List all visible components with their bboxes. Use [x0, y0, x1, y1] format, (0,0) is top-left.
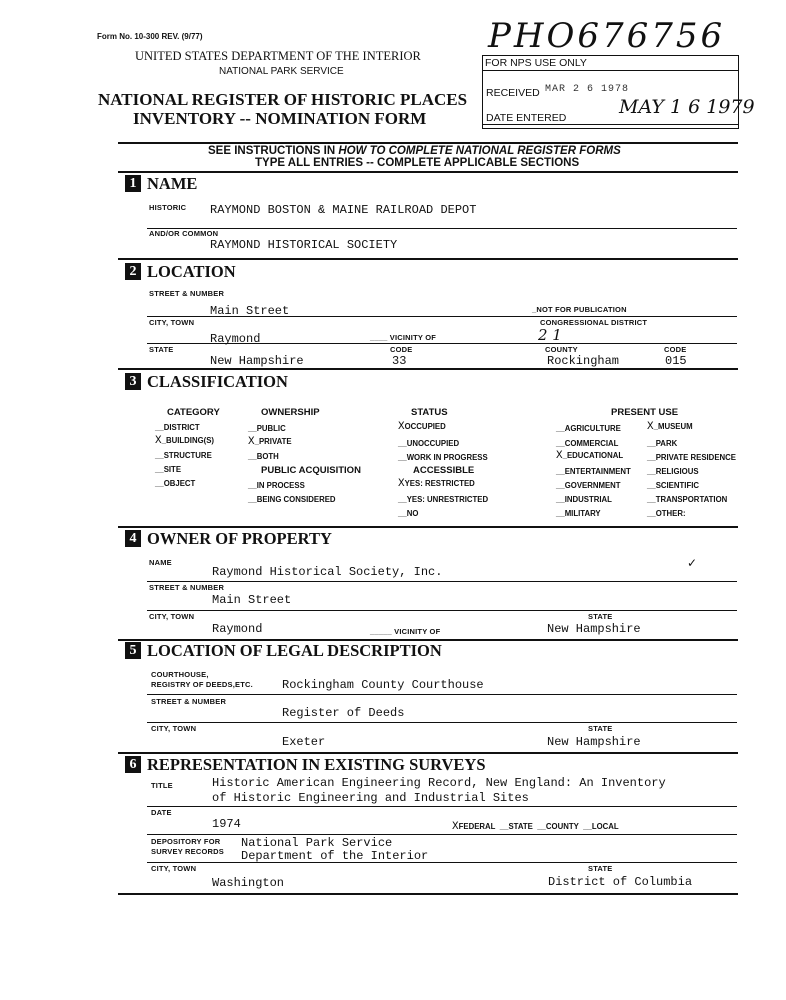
accessible-no[interactable]: __NO [398, 509, 419, 518]
owner-city-value: Raymond [212, 622, 263, 636]
legal-state-value: New Hampshire [547, 735, 641, 749]
courthouse-label-2: REGISTRY OF DEEDS,ETC. [151, 680, 253, 689]
historic-label: HISTORIC [149, 203, 187, 212]
status-occupied[interactable]: XOCCUPIED [398, 421, 446, 433]
use-scientific[interactable]: __SCIENTIFIC [647, 481, 700, 490]
use-museum[interactable]: X_MUSEUM [647, 421, 693, 433]
ownership-both[interactable]: __BOTH [248, 452, 279, 461]
use-agriculture[interactable]: __AGRICULTURE [556, 424, 621, 433]
use-other[interactable]: __OTHER: [647, 509, 686, 518]
use-industrial[interactable]: __INDUSTRIAL [556, 495, 612, 504]
state-code-value: 33 [392, 354, 407, 368]
section-3-number: 3 [125, 373, 141, 390]
use-commercial[interactable]: __COMMERCIAL [556, 439, 619, 448]
city-value: Raymond [210, 332, 261, 346]
owner-state-label: STATE [588, 612, 613, 621]
vicinity-label: ____ VICINITY OF [370, 333, 437, 342]
acquisition-in-process[interactable]: __IN PROCESS [248, 481, 305, 490]
street-label: STREET & NUMBER [149, 289, 225, 298]
courthouse-value: Rockingham County Courthouse [282, 678, 484, 692]
depository-label-2: SURVEY RECORDS [151, 847, 224, 856]
use-transportation[interactable]: __TRANSPORTATION [647, 495, 728, 504]
check-mark: ✓ [687, 556, 698, 570]
owner-city-label: CITY, TOWN [149, 612, 195, 621]
street-value: Main Street [210, 304, 290, 318]
survey-level-options[interactable]: XFEDERAL __STATE __COUNTY __LOCAL [452, 821, 619, 833]
survey-date-value: 1974 [212, 817, 241, 831]
reference-number: PHO676756 [488, 16, 726, 56]
legal-street-value: Register of Deeds [282, 706, 405, 720]
section-1-number: 1 [125, 175, 141, 192]
depository-state-value: District of Columbia [548, 875, 693, 889]
depository-city-value: Washington [212, 876, 285, 890]
form-number: Form No. 10-300 REV. (9/77) [97, 32, 203, 41]
section-5-number: 5 [125, 642, 141, 659]
legal-city-value: Exeter [282, 735, 326, 749]
depository-line1: National Park Service [241, 836, 393, 850]
accessible-heading: ACCESSIBLE [413, 465, 475, 476]
use-private-residence[interactable]: __PRIVATE RESIDENCE [647, 453, 736, 462]
survey-title-line1: Historic American Engineering Record, New England: An Inventory [212, 776, 666, 790]
category-site[interactable]: __SITE [155, 465, 182, 474]
category-buildings[interactable]: X_BUILDING(S) [155, 435, 215, 447]
depository-state-label: STATE [588, 864, 613, 873]
not-for-publication: _NOT FOR PUBLICATION [532, 305, 627, 314]
owner-vicinity-label: _____ VICINITY OF [370, 627, 441, 636]
depository-label-1: DEPOSITORY FOR [151, 837, 221, 846]
present-use-heading: PRESENT USE [611, 407, 679, 418]
use-religious[interactable]: __RELIGIOUS [647, 467, 699, 476]
form-title-line1: NATIONAL REGISTER OF HISTORIC PLACES [98, 90, 468, 109]
county-value: Rockingham [547, 354, 620, 368]
category-heading: CATEGORY [167, 407, 220, 418]
county-code-label: CODE [664, 345, 687, 354]
date-entered-stamp: MAY 1 6 1979 [619, 96, 755, 118]
section-4-title: OWNER OF PROPERTY [147, 529, 332, 548]
category-object[interactable]: __OBJECT [155, 479, 196, 488]
courthouse-label-1: COURTHOUSE, [151, 670, 209, 679]
form-title-line2: INVENTORY -- NOMINATION FORM [133, 109, 427, 128]
use-government[interactable]: __GOVERNMENT [556, 481, 621, 490]
owner-street-value: Main Street [212, 593, 292, 607]
survey-date-label: DATE [151, 808, 172, 817]
section-5-title: LOCATION OF LEGAL DESCRIPTION [147, 641, 442, 660]
category-district[interactable]: __DISTRICT [155, 423, 200, 432]
city-label: CITY, TOWN [149, 318, 195, 327]
accessible-unrestricted[interactable]: __YES: UNRESTRICTED [398, 495, 489, 504]
state-label: STATE [149, 345, 174, 354]
legal-state-label: STATE [588, 724, 613, 733]
ownership-public[interactable]: __PUBLIC [248, 424, 286, 433]
department-name: UNITED STATES DEPARTMENT OF THE INTERIOR [135, 49, 421, 63]
section-4-number: 4 [125, 530, 141, 547]
category-structure[interactable]: __STRUCTURE [155, 451, 212, 460]
status-heading: STATUS [411, 407, 448, 418]
section-2-number: 2 [125, 263, 141, 280]
state-value: New Hampshire [210, 354, 304, 368]
accessible-restricted[interactable]: XYES: RESTRICTED [398, 478, 475, 490]
owner-name-label: NAME [149, 558, 172, 567]
use-educational[interactable]: X_EDUCATIONAL [556, 450, 624, 462]
instructions-line1: SEE INSTRUCTIONS IN HOW TO COMPLETE NATIONAL REGISTER FORMS [208, 145, 621, 157]
section-6-title: REPRESENTATION IN EXISTING SURVEYS [147, 755, 486, 774]
section-6-number: 6 [125, 756, 141, 773]
received-label: RECEIVED [486, 87, 540, 99]
received-stamp: MAR 2 6 1978 [545, 84, 630, 95]
depository-line2: Department of the Interior [241, 849, 429, 863]
nps-header: FOR NPS USE ONLY [485, 57, 587, 69]
status-work-in-progress[interactable]: __WORK IN PROGRESS [398, 453, 488, 462]
depository-city-label: CITY, TOWN [151, 864, 197, 873]
date-entered-label: DATE ENTERED [486, 112, 567, 124]
ownership-private[interactable]: X_PRIVATE [248, 436, 292, 448]
use-park[interactable]: __PARK [647, 439, 678, 448]
service-name: NATIONAL PARK SERVICE [219, 66, 344, 77]
legal-street-label: STREET & NUMBER [151, 697, 227, 706]
common-name-value: RAYMOND HISTORICAL SOCIETY [210, 238, 398, 252]
county-code-value: 015 [665, 354, 687, 368]
section-3-title: CLASSIFICATION [147, 372, 288, 391]
county-label: COUNTY [545, 345, 578, 354]
nps-use-box [482, 55, 755, 129]
owner-state-value: New Hampshire [547, 622, 641, 636]
state-code-label: CODE [390, 345, 413, 354]
use-military[interactable]: __MILITARY [556, 509, 601, 518]
acquisition-heading: PUBLIC ACQUISITION [261, 465, 361, 476]
owner-name-value: Raymond Historical Society, Inc. [212, 565, 443, 579]
section-2-title: LOCATION [147, 262, 236, 281]
congressional-district-label: CONGRESSIONAL DISTRICT [540, 318, 648, 327]
congressional-district-value: 2 1 [538, 326, 562, 344]
historic-name-value: RAYMOND BOSTON & MAINE RAILROAD DEPOT [210, 203, 477, 217]
legal-city-label: CITY, TOWN [151, 724, 197, 733]
use-entertainment[interactable]: __ENTERTAINMENT [556, 467, 631, 476]
acquisition-being-considered[interactable]: __BEING CONSIDERED [248, 495, 336, 504]
survey-title-label: TITLE [151, 781, 173, 790]
ownership-heading: OWNERSHIP [261, 407, 320, 418]
status-unoccupied[interactable]: __UNOCCUPIED [398, 439, 460, 448]
common-name-label: AND/OR COMMON [149, 229, 219, 238]
survey-title-line2: of Historic Engineering and Industrial Sites [212, 791, 529, 805]
section-1-title: NAME [147, 174, 198, 193]
owner-street-label: STREET & NUMBER [149, 583, 225, 592]
instructions-line2: TYPE ALL ENTRIES -- COMPLETE APPLICABLE SECTIONS [255, 157, 580, 169]
